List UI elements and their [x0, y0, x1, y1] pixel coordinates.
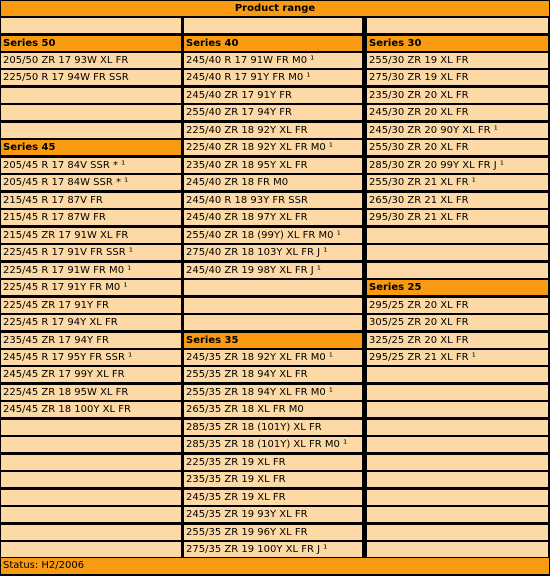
tyre-size-cell: 255/30 ZR 19 XL FR — [367, 53, 548, 68]
empty-cell — [184, 298, 362, 313]
tyre-size-cell: 285/30 ZR 20 99Y XL FR J ¹ — [367, 158, 548, 173]
series-header-50: Series 50 — [1, 36, 181, 51]
tyre-size-cell: 245/35 ZR 19 XL FR — [184, 490, 362, 505]
empty-cell — [367, 437, 548, 452]
tyre-size-cell: 275/40 ZR 18 103Y XL FR J ¹ — [184, 245, 362, 260]
tyre-size-cell: 255/40 ZR 17 94Y FR — [184, 105, 362, 120]
empty-cell — [1, 437, 181, 452]
tyre-size-cell: 245/40 R 17 91W FR M0 ¹ — [184, 53, 362, 68]
empty-cell — [367, 228, 548, 243]
tyre-size-cell: 265/35 ZR 18 XL FR M0 — [184, 402, 362, 417]
spacer-cell — [1, 18, 181, 33]
tyre-size-cell: 235/45 ZR 17 94Y FR — [1, 333, 181, 348]
tyre-size-cell: 255/35 ZR 18 94Y XL FR M0 ¹ — [184, 385, 362, 400]
empty-cell — [367, 490, 548, 505]
empty-cell — [1, 490, 181, 505]
tyre-size-cell: 285/35 ZR 18 (101Y) XL FR M0 ¹ — [184, 437, 362, 452]
tyre-size-cell: 215/45 R 17 87W FR — [1, 210, 181, 225]
series-header-40: Series 40 — [184, 36, 362, 51]
empty-cell — [1, 472, 181, 487]
tyre-size-cell: 275/35 ZR 19 100Y XL FR J ¹ — [184, 542, 362, 557]
tyre-size-cell: 245/40 ZR 17 91Y FR — [184, 88, 362, 103]
empty-cell — [184, 315, 362, 330]
tyre-size-cell: 245/40 ZR 18 97Y XL FR — [184, 210, 362, 225]
series-header-25: Series 25 — [367, 280, 548, 295]
tyre-size-cell: 225/45 R 17 91V FR SSR ¹ — [1, 245, 181, 260]
empty-cell — [367, 245, 548, 260]
tyre-size-cell: 235/40 ZR 18 95Y XL FR — [184, 158, 362, 173]
tyre-size-cell: 225/45 R 17 91W FR M0 ¹ — [1, 263, 181, 278]
status-footer: Status: H2/2006 — [1, 558, 549, 574]
table-title: Product range — [1, 1, 549, 16]
tyre-size-cell: 245/30 ZR 20 90Y XL FR ¹ — [367, 123, 548, 138]
tyre-size-cell: 245/45 ZR 18 100Y XL FR — [1, 402, 181, 417]
empty-cell — [367, 385, 548, 400]
empty-cell — [367, 455, 548, 470]
tyre-size-cell: 205/45 R 17 84W SSR * ¹ — [1, 175, 181, 190]
empty-cell — [367, 507, 548, 522]
tyre-size-cell: 285/35 ZR 18 (101Y) XL FR — [184, 420, 362, 435]
tyre-size-cell: 265/30 ZR 21 XL FR — [367, 193, 548, 208]
tyre-size-cell: 235/30 ZR 20 XL FR — [367, 88, 548, 103]
tyre-size-cell: 225/35 ZR 19 XL FR — [184, 455, 362, 470]
tyre-size-cell: 245/40 R 17 91Y FR M0 ¹ — [184, 70, 362, 85]
tyre-size-cell: 225/45 ZR 17 91Y FR — [1, 298, 181, 313]
tyre-size-cell: 255/35 ZR 18 94Y XL FR — [184, 367, 362, 382]
tyre-size-cell: 215/45 ZR 17 91W XL FR — [1, 228, 181, 243]
empty-cell — [1, 105, 181, 120]
spacer-cell — [184, 18, 362, 33]
tyre-size-cell: 325/25 ZR 20 XL FR — [367, 333, 548, 348]
tyre-size-cell: 255/30 ZR 21 XL FR ¹ — [367, 175, 548, 190]
tyre-size-cell: 245/40 ZR 19 98Y XL FR J ¹ — [184, 263, 362, 278]
tyre-size-cell: 225/45 R 17 91Y FR M0 ¹ — [1, 280, 181, 295]
tyre-size-cell: 225/40 ZR 18 92Y XL FR — [184, 123, 362, 138]
empty-cell — [367, 542, 548, 557]
tyre-size-cell: 245/45 ZR 17 99Y XL FR — [1, 367, 181, 382]
empty-cell — [1, 88, 181, 103]
empty-cell — [1, 525, 181, 540]
tyre-size-cell: 275/30 ZR 19 XL FR — [367, 70, 548, 85]
tyre-size-cell: 245/30 ZR 20 XL FR — [367, 105, 548, 120]
tyre-size-cell: 225/50 R 17 94W FR SSR — [1, 70, 181, 85]
tyre-size-cell: 205/50 ZR 17 93W XL FR — [1, 53, 181, 68]
tyre-size-cell: 305/25 ZR 20 XL FR — [367, 315, 548, 330]
tyre-size-cell: 245/45 R 17 95Y FR SSR ¹ — [1, 350, 181, 365]
empty-cell — [184, 280, 362, 295]
empty-cell — [367, 402, 548, 417]
empty-cell — [367, 263, 548, 278]
empty-cell — [367, 420, 548, 435]
tyre-size-cell: 225/45 ZR 18 95W XL FR — [1, 385, 181, 400]
empty-cell — [1, 420, 181, 435]
series-header-35: Series 35 — [184, 333, 362, 348]
empty-cell — [367, 472, 548, 487]
spacer-cell — [367, 18, 548, 33]
empty-cell — [1, 542, 181, 557]
tyre-size-cell: 225/40 ZR 18 92Y XL FR M0 ¹ — [184, 140, 362, 155]
tyre-size-cell: 245/35 ZR 18 92Y XL FR M0 ¹ — [184, 350, 362, 365]
tyre-size-cell: 245/40 R 18 93Y FR SSR — [184, 193, 362, 208]
tyre-size-cell: 215/45 R 17 87V FR — [1, 193, 181, 208]
tyre-size-cell: 205/45 R 17 84V SSR * ¹ — [1, 158, 181, 173]
empty-cell — [367, 367, 548, 382]
tyre-size-cell: 245/40 ZR 18 FR M0 — [184, 175, 362, 190]
tyre-size-cell: 235/35 ZR 19 XL FR — [184, 472, 362, 487]
empty-cell — [1, 123, 181, 138]
tyre-size-cell: 225/45 R 17 94Y XL FR — [1, 315, 181, 330]
empty-cell — [1, 455, 181, 470]
tyre-size-cell: 295/30 ZR 21 XL FR — [367, 210, 548, 225]
tyre-size-cell: 255/35 ZR 19 96Y XL FR — [184, 525, 362, 540]
series-header-30: Series 30 — [367, 36, 548, 51]
tyre-size-cell: 255/40 ZR 18 (99Y) XL FR M0 ¹ — [184, 228, 362, 243]
series-header-45: Series 45 — [1, 140, 181, 155]
tyre-size-cell: 295/25 ZR 20 XL FR — [367, 298, 548, 313]
tyre-size-cell: 295/25 ZR 21 XL FR ¹ — [367, 350, 548, 365]
empty-cell — [367, 525, 548, 540]
empty-cell — [1, 507, 181, 522]
tyre-size-cell: 245/35 ZR 19 93Y XL FR — [184, 507, 362, 522]
tyre-size-cell: 255/30 ZR 20 XL FR — [367, 140, 548, 155]
